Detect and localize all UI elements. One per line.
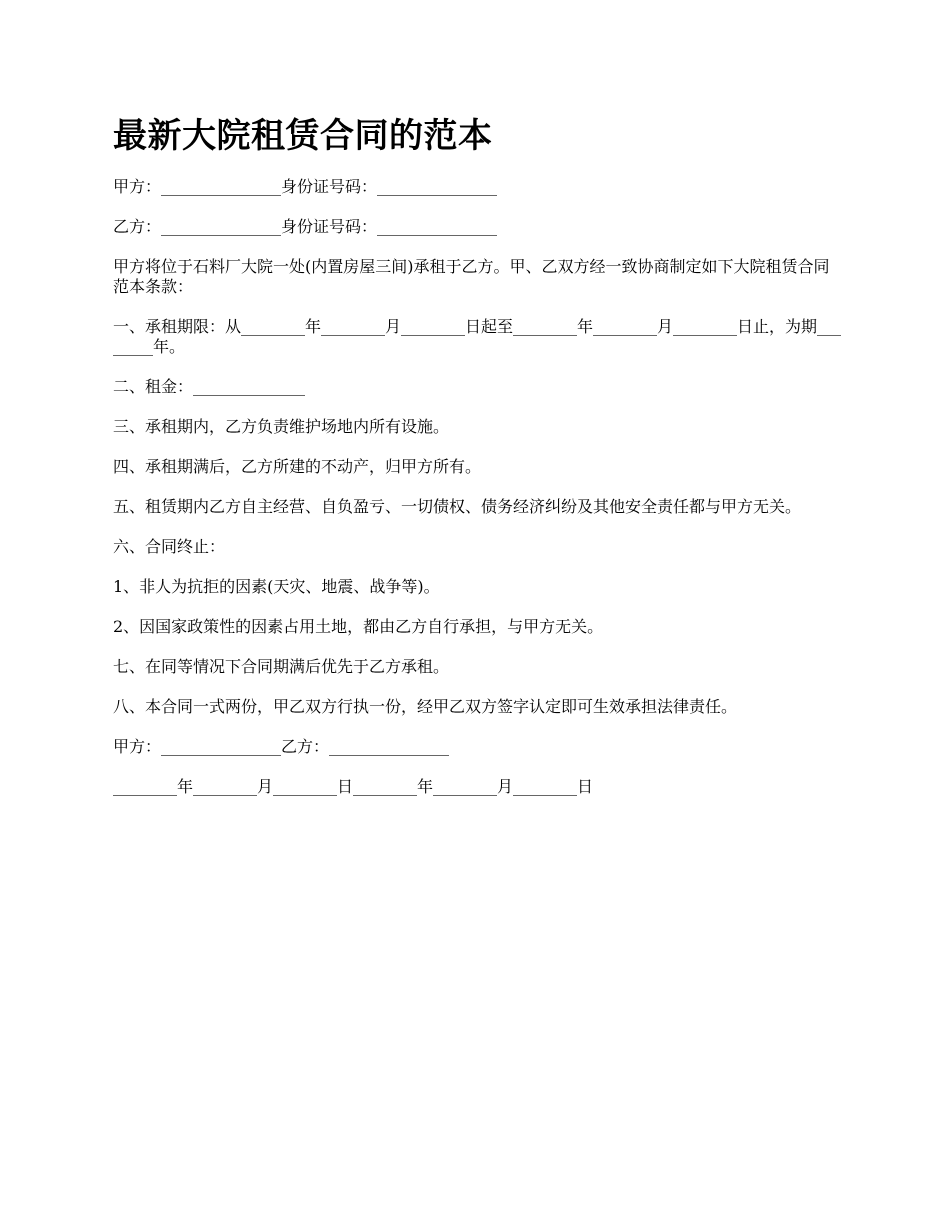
clause-6-termination: 六、合同终止： <box>113 537 226 556</box>
clause-6-item-2: 2、因国家政策性的因素占用土地，都由乙方自行承担，与甲方无关。 <box>113 617 604 636</box>
clause-8-copies: 八、本合同一式两份，甲乙双方行执一份，经甲乙双方签字认定即可生效承担法律责任。 <box>113 697 738 716</box>
clause-7-priority: 七、在同等情况下合同期满后优先于乙方承租。 <box>113 657 450 676</box>
document-page <box>113 110 843 817</box>
intro-paragraph: 甲方将位于石料厂大院一处(内置房屋三间)承租于乙方。甲、乙双方经一致协商制定如下大院租赁合同范本条款： <box>113 257 830 296</box>
document-title: 最新大院租赁合同的范本 <box>113 116 493 156</box>
signature-line: 甲方：_______________乙方：_______________ <box>113 737 450 756</box>
party-a-line: 甲方：_______________身份证号码：_______________ <box>113 177 498 196</box>
clause-2-rent: 二、租金：______________ <box>113 377 306 396</box>
party-b-line: 乙方：_______________身份证号码：_______________ <box>113 217 498 236</box>
clause-4-property: 四、承租期满后，乙方所建的不动产，归甲方所有。 <box>113 457 482 476</box>
clause-5-liability: 五、租赁期内乙方自主经营、自负盈亏、一切债权、债务经济纠纷及其他安全责任都与甲方无关。 <box>113 497 802 516</box>
clause-3-maintenance: 三、承租期内，乙方负责维护场地内所有设施。 <box>113 417 450 436</box>
clause-1-term: 一、承租期限：从________年________月________日起至________年________月________日止，为期________年。 <box>113 317 842 356</box>
clause-6-item-1: 1、非人为抗拒的因素(天灾、地震、战争等)。 <box>113 577 440 596</box>
date-line: ________年________月________日________年________月________日 <box>113 777 594 796</box>
